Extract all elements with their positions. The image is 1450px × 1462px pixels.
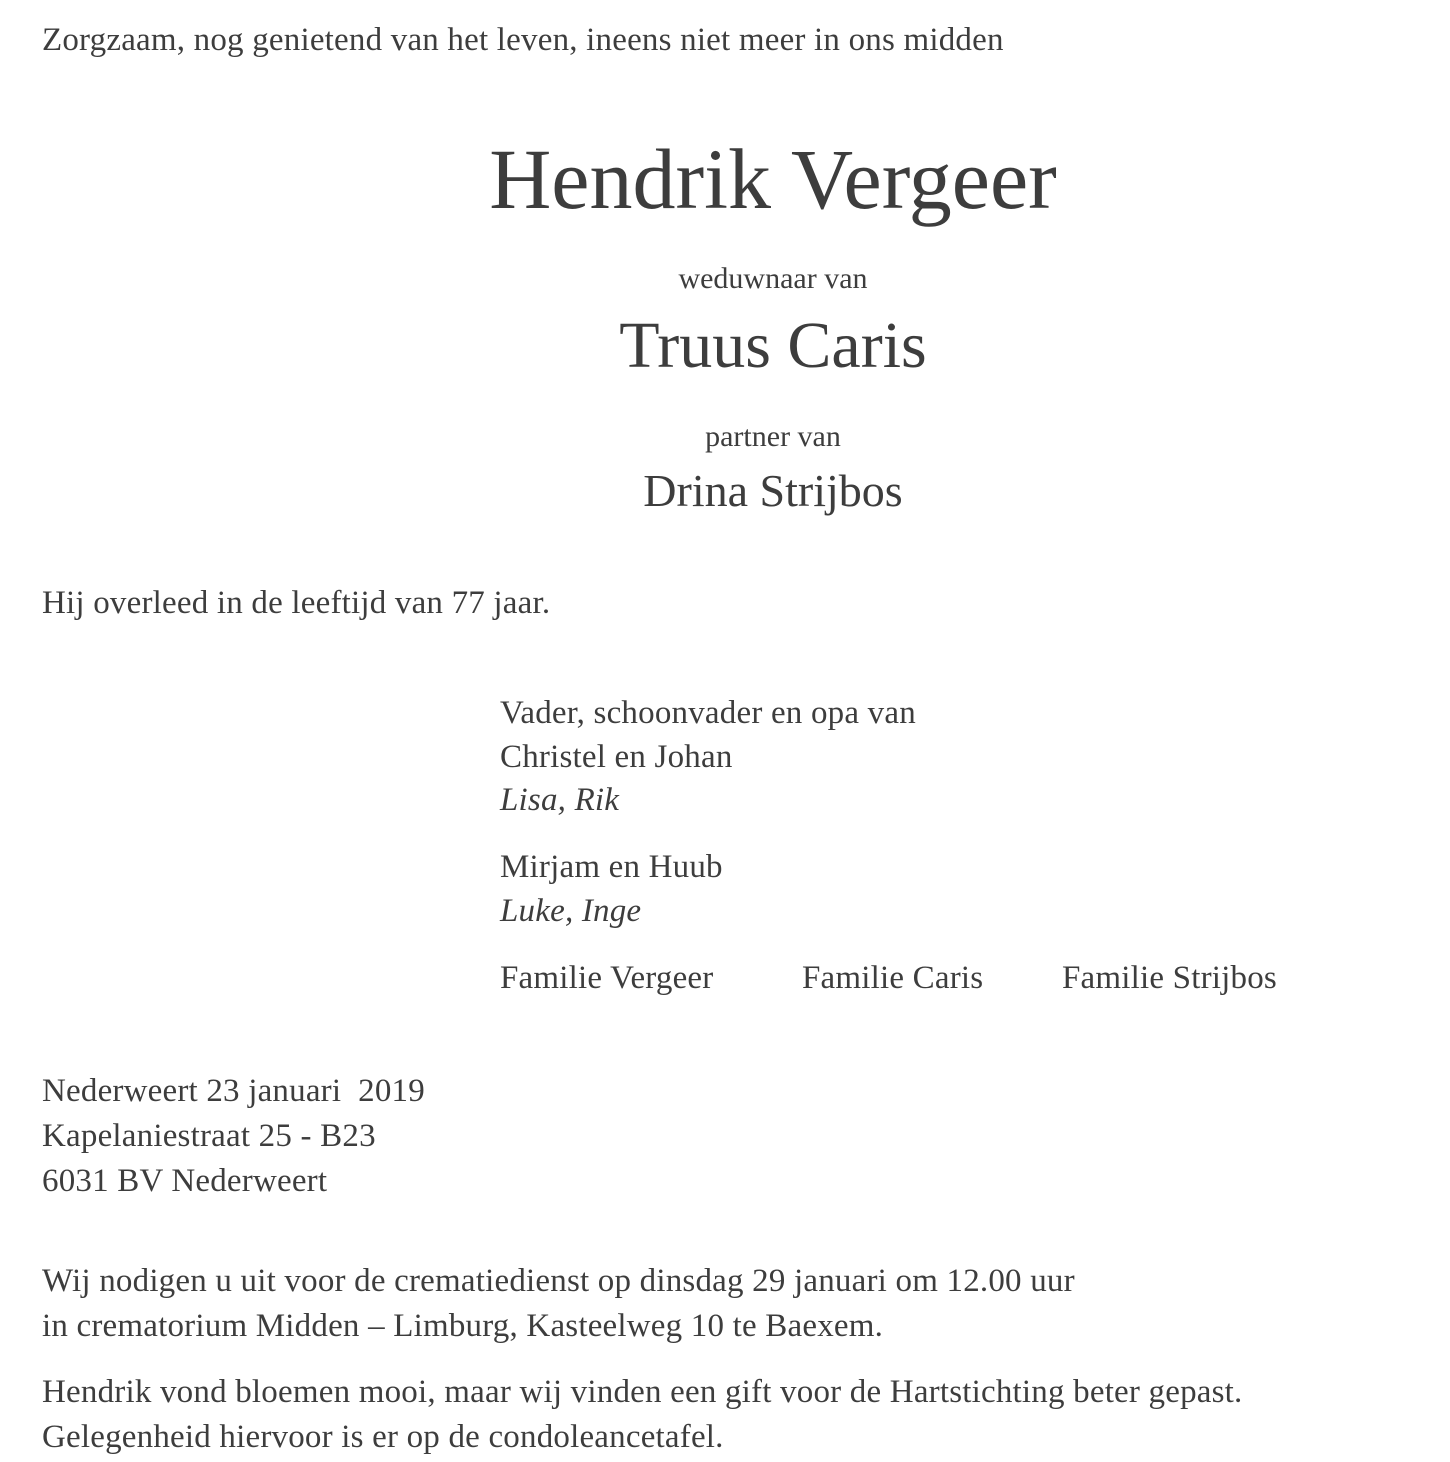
service-line-2: in crematorium Midden – Limburg, Kasteelweg 10 te Baexem. [42,1308,884,1344]
deceased-name: Hendrik Vergeer [489,131,1057,227]
flowers-line-2: Gelegenheid hiervoor is er op de condoleancetafel. [42,1419,724,1455]
place-date: Nederweert 23 januari 2019 [42,1073,425,1109]
flowers-line-1: Hendrik vond bloemen mooi, maar wij vinden een gift voor de Hartstichting beter gepast. [42,1374,1243,1410]
family-group-2-grandchildren: Luke, Inge [500,893,642,929]
family-caris: Familie Caris [802,960,984,996]
spouse-name: Truus Caris [619,309,927,382]
family-group-1-parents: Christel en Johan [500,739,733,775]
street-address: Kapelaniestraat 25 - B23 [42,1118,376,1154]
family-intro: Vader, schoonvader en opa van [500,695,916,731]
partner-relation: partner van [705,420,841,453]
motto: Zorgzaam, nog genietend van het leven, ineens niet meer in ons midden [42,22,1004,58]
family-group-1-grandchildren: Lisa, Rik [500,782,620,818]
age-statement: Hij overleed in de leeftijd van 77 jaar. [42,585,551,621]
service-line-1: Wij nodigen u uit voor de crematiedienst op dinsdag 29 januari om 12.00 uur [42,1263,1075,1299]
family-group-2-parents: Mirjam en Huub [500,849,723,885]
family-strijbos: Familie Strijbos [1062,960,1277,996]
family-vergeer: Familie Vergeer [500,960,714,996]
postal-city: 6031 BV Nederweert [42,1163,328,1199]
spouse-relation: weduwnaar van [678,262,868,295]
partner-name: Drina Strijbos [643,465,903,516]
